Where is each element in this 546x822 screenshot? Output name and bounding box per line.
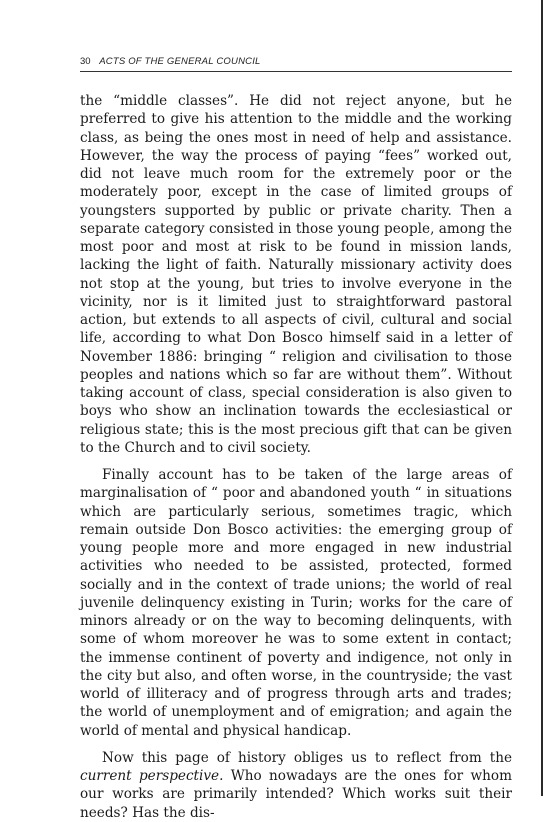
- paragraph-3-rest: . Who nowadays are the ones for whom our works are primarily intended? Which works suit their needs? Has the dis-: [80, 768, 512, 821]
- paragraph-3-emphasis: current perspective: [80, 768, 220, 784]
- paragraph-3-lead: Now this page of history obliges us to reflect from the: [102, 749, 512, 766]
- paragraph-2: Finally account has to be taken of the large areas of marginalisation of “ poor and abandoned youth “ in situations which are particularly serious, sometimes tragic, which remain outside Don Bosco activities: the emerging group of young people more and more engaged in new industrial activities who needed to be assisted, protected, formed socially and in the context of trade unions; the world of real juvenile delinquency existing in Turin; works for the care of minors already or on the way to becoming delinquents, with some of whom moreover he was to some extent in contact; the immense continent of poverty and indigence, not only in the city but also, and often worse, in the countryside; the vast world of illiteracy and of progress through arts and trades; the world of unemployment and of emigration; and again the world of mental and physical handicap.: [80, 467, 512, 739]
- page-number: 30: [80, 56, 91, 67]
- paragraph-1: the “middle classes”. He did not reject anyone, but he preferred to give his attention to the middle and the working class, as being the ones most in need of help and assistance. However, the way the process of paying “fees” worked out, did not leave much room for the extremely poor or the moderately poor, except in the case of limited groups of youngsters supported by public or private charity. Then a separate category consisted in those young people, among the most poor and most at risk to be found in mission lands, lacking the light of faith. Naturally missionary activity does not stop at the young, but tries to involve everyone in the vicinity, nor is it limited just to straightforward pastoral action, but extends to all aspects of civil, cultural and social life, according to what Don Bosco himself said in a letter of November 1886: bringing “ religion and civilisation to those peoples and nations which so far are without them”. Without taking account of class, special consideration is also given to boys who show an inclination towards the ecclesiastical or religious state; this is the most precious gift that can be given to the Church and to civil society.: [80, 93, 512, 456]
- page-edge-rule: [541, 0, 543, 796]
- running-header: [80, 55, 512, 72]
- paragraph-3: [80, 749, 512, 822]
- body-text: [80, 92, 512, 822]
- running-title: ACTS OF THE GENERAL COUNCIL: [99, 56, 261, 67]
